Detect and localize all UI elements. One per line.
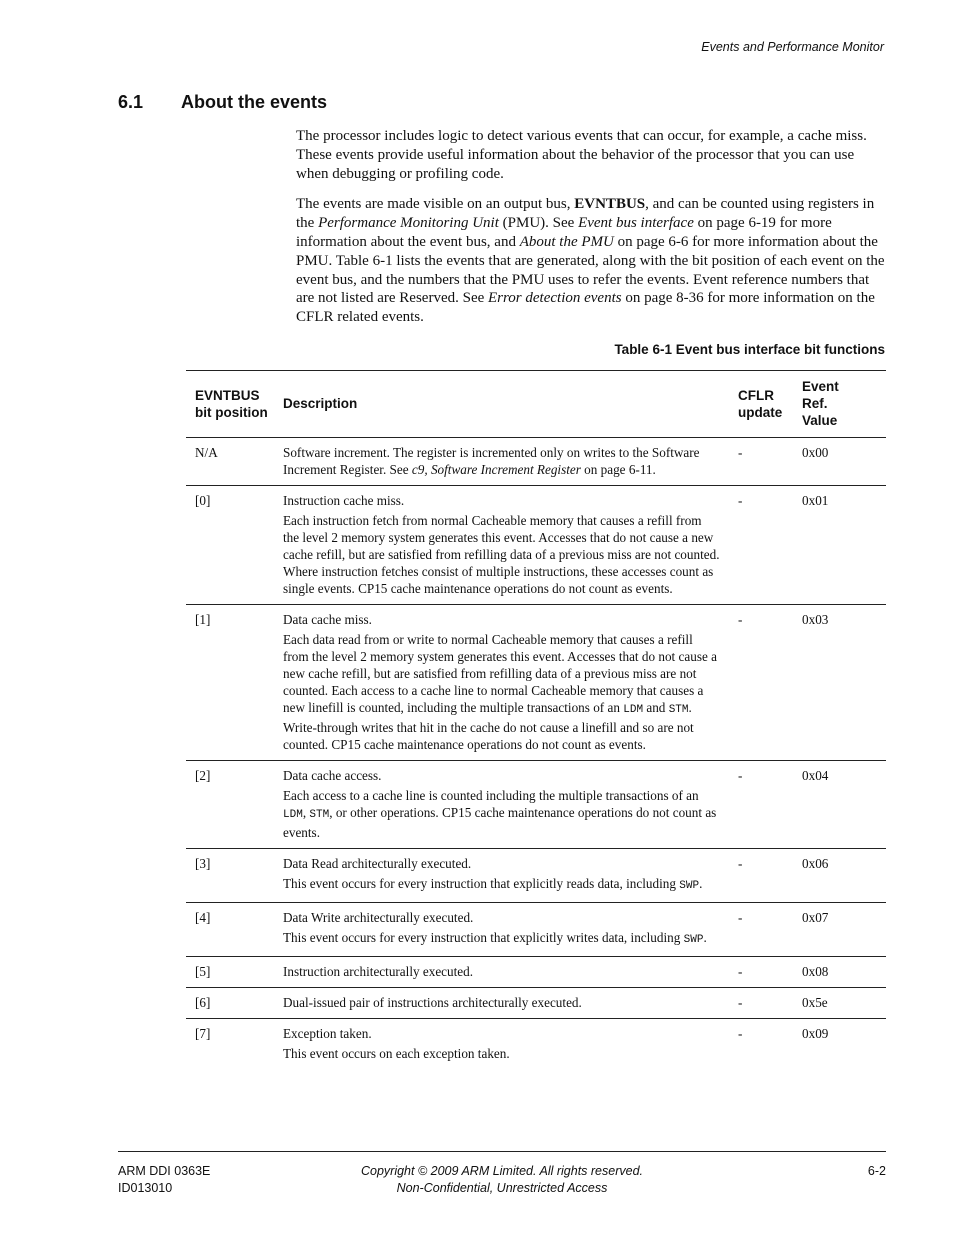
code-swp: SWP <box>679 880 700 892</box>
table-row <box>186 761 886 849</box>
cell-description <box>283 761 734 849</box>
description-detail <box>283 875 720 895</box>
cell-ref-value: 0x09 <box>802 1026 829 1041</box>
header-text: EVNTBUS <box>195 387 260 403</box>
intro-paragraph-1: The processor includes logic to detect various events that can occur, for example, a cache miss. These events provide useful information about the behavior of the processor that you can use when debugging or profiling code. <box>296 128 867 182</box>
cell-cflr: - <box>734 438 800 486</box>
cell-cflr: - <box>734 957 800 988</box>
description-run: , or other operations. CP15 cache maintenance operations do not count as events. <box>283 805 717 840</box>
intro-paragraph-2 <box>296 195 888 327</box>
description-detail <box>283 787 720 841</box>
description-detail: Each instruction fetch from normal Cacheable memory that causes a refill from the level 2 memory system generates this event. Accesses that do not cause a new cache refill, but are satisfied from refilling data of a previous miss are not counted. Where instruction fetches consist of multiple instructions, these accesses count as single events. CP15 cache maintenance operations do not count as events. <box>283 513 720 596</box>
table-header-row <box>186 371 886 438</box>
description-title: Data Write architecturally executed. <box>283 910 474 925</box>
header-text: Value <box>802 413 838 428</box>
description-title: Data cache miss. <box>283 612 372 627</box>
table-title: Table 6-1 Event bus interface bit functions <box>614 342 885 357</box>
description-title: Dual-issued pair of instructions architecturally executed. <box>283 995 582 1010</box>
cell-description <box>283 988 734 1019</box>
header-bit-position <box>186 371 283 438</box>
cell-bit: [3] <box>186 849 283 903</box>
description-run: , <box>302 805 310 820</box>
cell-bit: [1] <box>186 605 283 761</box>
cell-description <box>283 605 734 761</box>
table-row <box>186 849 886 903</box>
cell-cflr: - <box>734 903 800 957</box>
description-run: . <box>703 930 707 945</box>
header-description: Description <box>283 371 734 438</box>
header-event-ref-value <box>800 371 886 438</box>
footer-copyright: Copyright © 2009 ARM Limited. All rights reserved. <box>360 1164 643 1178</box>
event-bus-interface-link[interactable]: Event bus interface <box>578 215 694 232</box>
table-row <box>186 438 886 486</box>
intro-text-run: on page 6-19 for more information about the event bus, and <box>296 215 832 250</box>
description-run: Each access to a cache line is counted including the multiple transactions of an <box>283 788 699 803</box>
description-detail: This event occurs on each exception taken. <box>283 1046 510 1061</box>
cell-ref-value: 0x07 <box>800 903 886 957</box>
cell-ref-value: 0x04 <box>800 761 886 849</box>
table-row <box>186 903 886 957</box>
footer-doc-ids <box>118 1163 210 1197</box>
cell-ref-value: 0x00 <box>800 438 886 486</box>
pmu-term: Performance Monitoring Unit <box>318 215 499 232</box>
code-stm: STM <box>309 809 330 821</box>
description-detail <box>283 631 720 753</box>
cell-description <box>283 849 734 903</box>
footer-notice <box>318 1163 686 1197</box>
description-detail <box>283 929 720 949</box>
code-swp: SWP <box>683 934 704 946</box>
cell-cflr: - <box>734 761 800 849</box>
header-cflr-update <box>734 371 800 438</box>
page-number: 6-2 <box>867 1164 886 1178</box>
code-stm: STM <box>668 704 689 716</box>
description-title: Data cache access. <box>283 768 382 783</box>
header-text: Ref. <box>802 396 828 411</box>
cell-bit: [2] <box>186 761 283 849</box>
description-title: Data Read architecturally executed. <box>283 856 472 871</box>
header-text: Event <box>802 379 839 394</box>
description-run: This event occurs for every instruction that explicitly reads data, including <box>283 876 680 891</box>
footer-access: Non-Confidential, Unrestricted Access <box>396 1181 608 1195</box>
software-increment-register-link[interactable]: c9, Software Increment Register <box>411 462 581 477</box>
cell-ref-value: 0x01 <box>800 486 886 605</box>
cell-description <box>283 903 734 957</box>
cell-cflr: - <box>734 486 800 605</box>
cell-description <box>283 1019 734 1070</box>
cell-ref-value: 0x08 <box>800 957 886 988</box>
cell-cflr: - <box>738 1026 743 1041</box>
cell-cflr: - <box>734 988 800 1019</box>
cell-bit: [4] <box>186 903 283 957</box>
description-run: . Write-through writes that hit in the cache do not cause a linefill and so are not counted. CP15 cache maintenance operations do not count as events. <box>283 700 694 752</box>
table-row <box>186 1019 886 1070</box>
cell-ref-value: 0x03 <box>800 605 886 761</box>
code-ldm: LDM <box>623 704 644 716</box>
intro-text <box>296 127 888 339</box>
event-bus-table <box>186 370 886 1069</box>
description-text <box>283 444 720 478</box>
cell-bit: [7] <box>195 1026 211 1041</box>
cell-description <box>283 957 734 988</box>
table-row <box>186 988 886 1019</box>
intro-text-run: on page 6-6 for more information about the PMU. Table 6-1 lists the events that are generated, along with the bit position of each event on the event bus, and the numbers that the PMU uses to refer the events. Event reference numbers that are not listed are Reserved. See <box>296 233 885 307</box>
cell-ref-value: 0x5e <box>800 988 886 1019</box>
description-run: and <box>643 700 669 715</box>
running-header: Events and Performance Monitor <box>701 40 884 54</box>
description-title: Instruction architecturally executed. <box>283 964 474 979</box>
section-number: 6.1 <box>118 92 144 112</box>
description-title: Exception taken. <box>283 1026 372 1041</box>
description-run: on page 6-11. <box>580 462 656 477</box>
header-text: CFLR <box>738 387 774 403</box>
table-row <box>186 957 886 988</box>
header-text: bit position <box>195 404 268 420</box>
cell-ref-value: 0x06 <box>800 849 886 903</box>
cell-bit: [0] <box>186 486 283 605</box>
description-run: Software increment. The register is incremented only on writes to the Software Increment Register. See <box>283 445 700 477</box>
cell-bit: N/A <box>186 438 283 486</box>
section-title: About the events <box>181 92 328 112</box>
cell-description <box>283 438 734 486</box>
about-pmu-link[interactable]: About the PMU <box>519 233 614 250</box>
footer-doc-id: ARM DDI 0363E <box>118 1164 211 1178</box>
cell-cflr: - <box>734 605 800 761</box>
footer-issue-id: ID013010 <box>118 1181 173 1195</box>
cell-description <box>283 486 734 605</box>
header-text: update <box>738 404 783 420</box>
intro-text-run: , and can be counted using registers in the <box>296 196 875 232</box>
footer-divider <box>118 1151 886 1152</box>
section-heading <box>118 92 327 113</box>
cell-cflr: - <box>734 849 800 903</box>
cell-bit: [5] <box>186 957 283 988</box>
description-run: . <box>699 876 703 891</box>
description-title: Instruction cache miss. <box>283 493 405 508</box>
table-row <box>186 486 886 605</box>
error-detection-events-link[interactable]: Error detection events <box>488 290 622 307</box>
intro-text-run: The events are made visible on an output bus, <box>296 196 575 213</box>
intro-text-run: (PMU). See <box>498 215 579 232</box>
description-run: This event occurs for every instruction that explicitly writes data, including <box>283 930 684 945</box>
code-ldm: LDM <box>283 809 303 821</box>
cell-bit: [6] <box>186 988 283 1019</box>
description-run: Each data read from or write to normal Cacheable memory that causes a refill from the level 2 memory system generates this event. Accesses that do not cause a new cache refill, but are satisfied from refilling data of a previous miss are not counted. Each access to a cache line to normal Cacheable memory that causes a new linefill is counted, including the multiple transactions of an <box>283 632 717 715</box>
evntbus-term: EVNTBUS <box>574 196 646 213</box>
table-row <box>186 605 886 761</box>
intro-text-run: on page 8-36 for more information on the CFLR related events. <box>296 290 875 326</box>
